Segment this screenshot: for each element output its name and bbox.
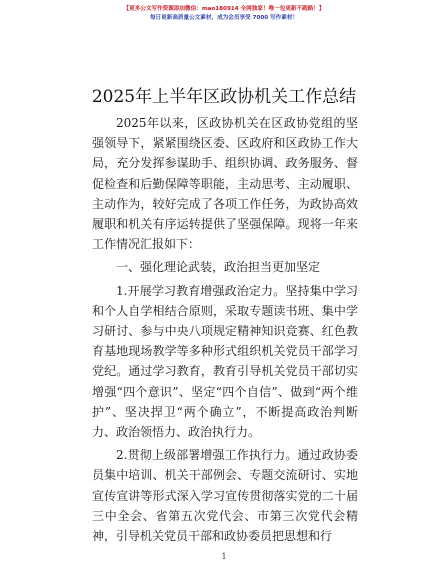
- intro-paragraph: 2025年以来，区政协机关在区政协党组的坚强领导下，紧紧围绕区委、区政府和区政协工作大局，充分发挥参谋助手、组织协调、政务服务、督促检查和后勤保障等职能，主动思考、主动履职、主动作为，较好完成了各项工作任务，为政协高效履职和机关有序运转提供了坚强保障。现将一年来工作情况汇报如下：: [92, 116, 358, 252]
- list-item-2: 2.贯彻上级部署增强工作执行力。通过政协委员集中培训、机关干部例会、专题交流研讨、实地宣传宣讲等形式深入学习宣传贯彻落实党的二十届三中全会、省第五次党代会、市第三次党代会精神，引导机关党员干部和政协委员把思想和行: [92, 448, 358, 544]
- banner-line-2: 每日更新高质量公文素材，成为会员享受 7000 写作素材！: [149, 15, 299, 21]
- promo-banner: [0, 5, 448, 23]
- document-body: [92, 113, 358, 546]
- section-heading: 一、强化理论武装，政治担当更加坚定: [116, 260, 321, 275]
- banner-line-1: 【更多公文写作资源添加微信：mao180914 全网独家！唯一包更新不跑路！】: [123, 6, 325, 12]
- page-number: 1: [221, 552, 227, 561]
- document-title: 2025年上半年区政协机关工作总结: [91, 87, 357, 107]
- list-item-1: 1.开展学习教育增强政治定力。坚持集中学习和个人自学相结合原则，采取专题读书班、集中学习研讨、参与中央八项规定精神知识竞赛、红色教育基地现场教学等多种形式组织机关党员干部学习党纪。通过学习教育，教育引导机关党员干部切实增强“四个意识”、坚定“四个自信”、做到“两个维护”、坚决捍卫“两个确立”，不断提高政治判断力、政治领悟力、政治执行力。: [92, 283, 358, 440]
